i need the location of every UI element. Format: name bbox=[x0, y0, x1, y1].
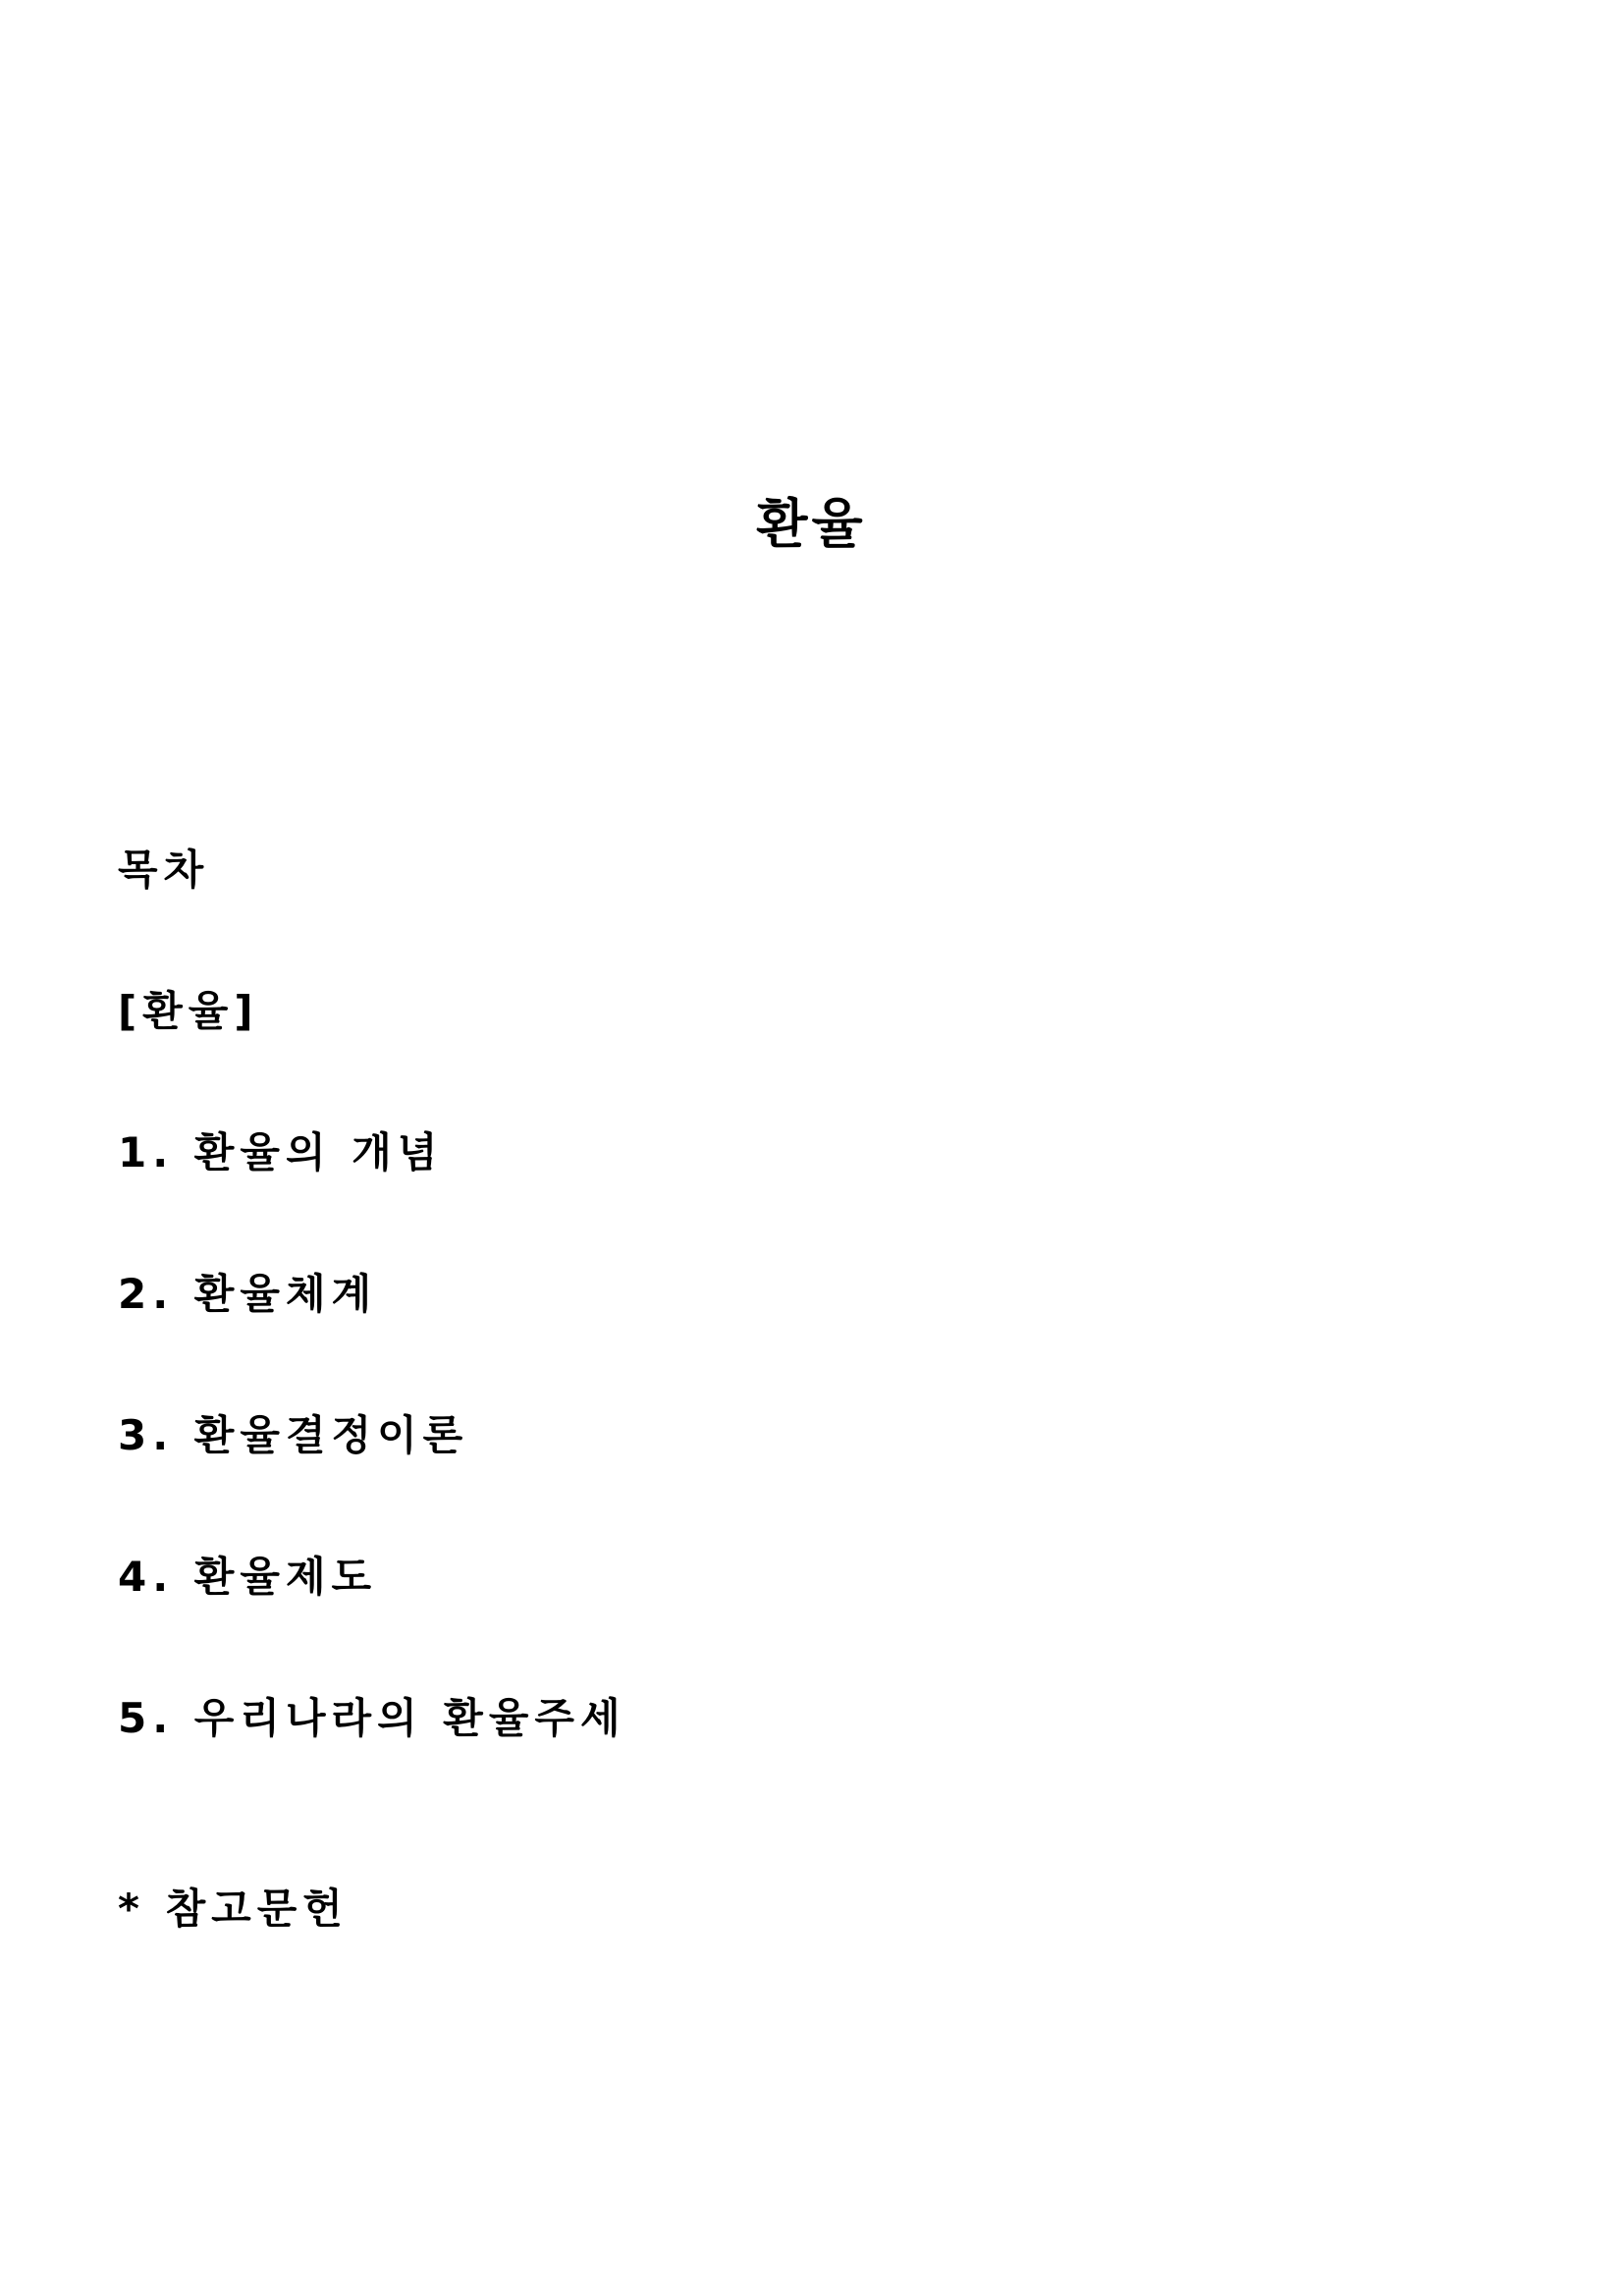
toc-item: 3. 환율결정이론 bbox=[118, 1411, 469, 1459]
toc-section-label: [환율] bbox=[118, 987, 259, 1035]
toc-heading: 목차 bbox=[118, 846, 210, 894]
toc-item: 5. 우리나라의 환율주세 bbox=[118, 1694, 626, 1742]
document-title: 환율 bbox=[756, 493, 867, 555]
toc-references: * 참고문헌 bbox=[118, 1885, 349, 1933]
toc-item: 1. 환율의 개념 bbox=[118, 1128, 444, 1176]
toc-item: 2. 환율체계 bbox=[118, 1270, 378, 1318]
toc-item: 4. 환율제도 bbox=[118, 1553, 378, 1601]
